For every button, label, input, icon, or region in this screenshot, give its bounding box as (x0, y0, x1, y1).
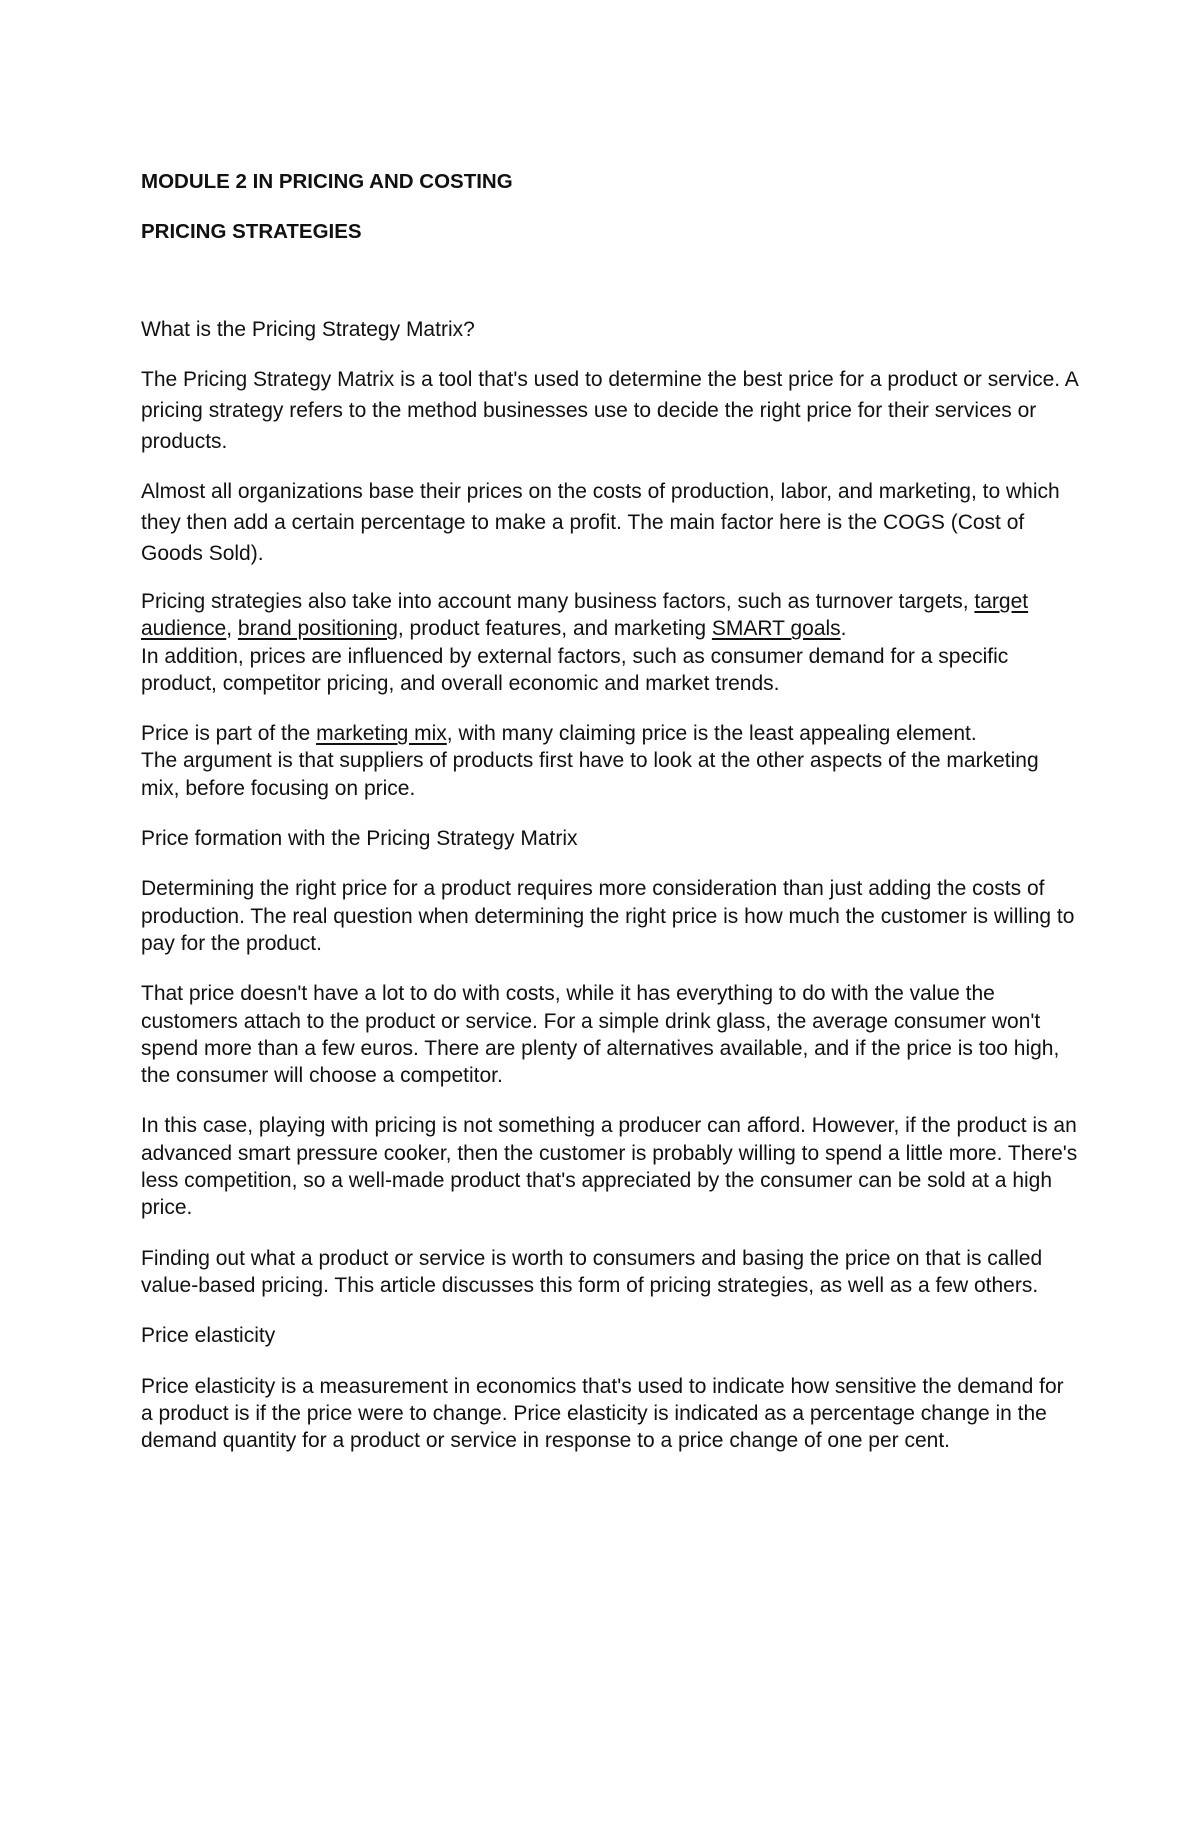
document-title: MODULE 2 IN PRICING AND COSTING (141, 170, 513, 193)
paragraph-costs: Almost all organizations base their prices on the costs of production, labor, and marketing, to which they then add a certain percentage to make a profit. The main factor here is the COGS (Cost of Goods Sold). (141, 480, 1060, 565)
paragraph-pressure-cooker: In this case, playing with pricing is not something a producer can afford. However, if the product is an advanced smart pressure cooker, then the customer is probably willing to spend a little more. There's less competition, so a well-made product that's appreciated by the consumer can be sold at a high price. (141, 1114, 1078, 1220)
question-heading: What is the Pricing Strategy Matrix? (141, 318, 475, 341)
section-heading-price-formation: Price formation with the Pricing Strategy Matrix (141, 827, 578, 851)
paragraph-value: That price doesn't have a lot to do with costs, while it has everything to do with the value the customers attach to the product or service. For a simple drink glass, the average consumer won't spend more than a few euros. There are plenty of alternatives available, and if the price is too high, the consumer will choose a competitor. (141, 982, 1060, 1088)
text: Pricing strategies also take into account many business factors, such as turnover targets, (141, 590, 975, 613)
smart-goals-link[interactable]: SMART goals (711, 617, 841, 641)
text: , with many claiming price is the least appealing element. (446, 722, 977, 746)
document-subtitle: PRICING STRATEGIES (141, 220, 362, 243)
target-audience-link[interactable]: target audience (141, 590, 1029, 641)
text: Price is part of the (141, 722, 317, 746)
document-body (141, 168, 1081, 1454)
paragraph-right-price: Determining the right price for a product requires more consideration than just adding the costs of production. The real question when determining the right price is how much the customer is willing to pay for the product. (141, 877, 1075, 955)
paragraph-value-based: Finding out what a product or service is worth to consumers and basing the price on that is called value-based pricing. This article discusses this form of pricing strategies, as well as a few others. (141, 1246, 1043, 1297)
section-heading-elasticity: Price elasticity (141, 1324, 276, 1348)
brand-positioning-link[interactable]: brand positioning (237, 617, 398, 641)
paragraph-factors (141, 588, 1081, 697)
paragraph-intro: The Pricing Strategy Matrix is a tool that's used to determine the best price for a product or service. A pricing strategy refers to the method businesses use to decide the right price for their services or products. (141, 368, 1078, 453)
paragraph-marketing-mix (141, 720, 1081, 802)
text: In addition, prices are influenced by external factors, such as consumer demand for a specific product, competitor pricing, and overall economic and market trends. (141, 644, 1009, 695)
marketing-mix-link[interactable]: marketing mix (316, 722, 447, 746)
text: . (840, 617, 847, 641)
paragraph-elasticity: Price elasticity is a measurement in economics that's used to indicate how sensitive the demand for a product is if the price were to change. Price elasticity is indicated as a percentage change in the demand quantity for a product or service in response to a price change of one per cent. (141, 1374, 1064, 1453)
text: , product features, and marketing (397, 617, 712, 641)
text: , (226, 617, 238, 641)
text: The argument is that suppliers of products first have to look at the other aspects of the marketing mix, before focusing on price. (141, 749, 1039, 800)
